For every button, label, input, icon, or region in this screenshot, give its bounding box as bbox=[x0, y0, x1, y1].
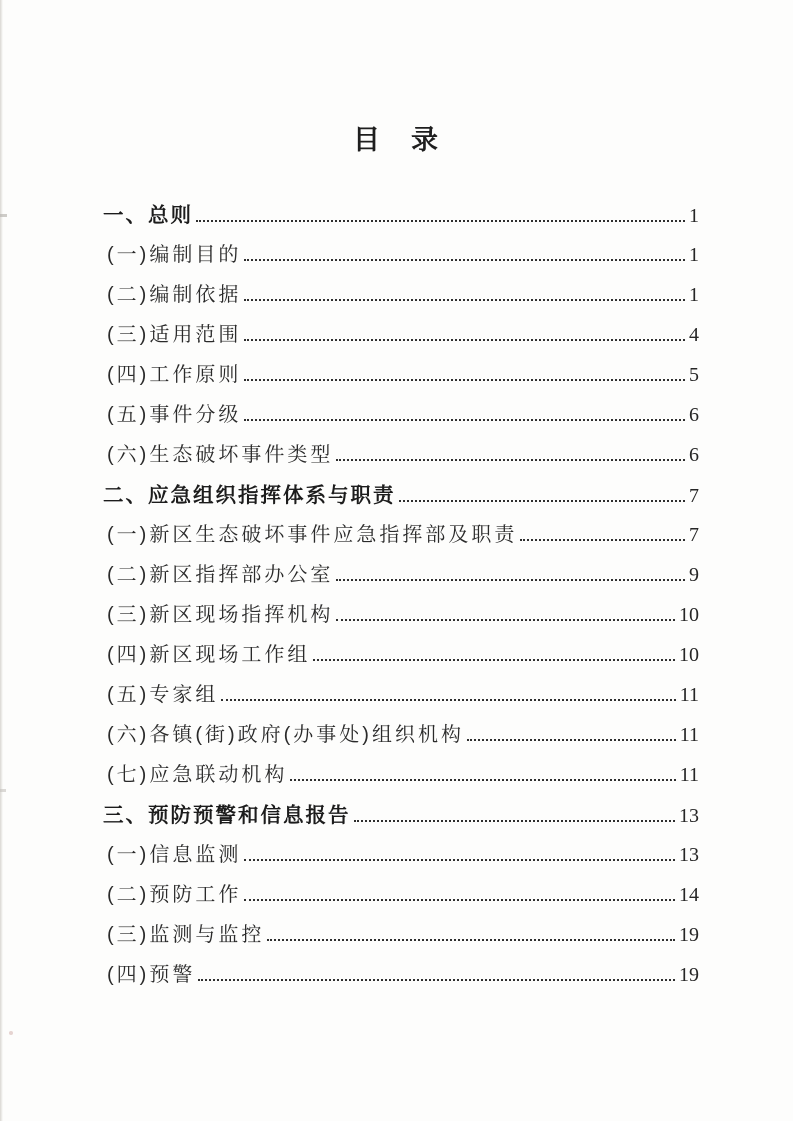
toc-entry bbox=[103, 558, 699, 598]
toc-entry-label: (二)新区指挥部办公室 bbox=[107, 564, 334, 586]
toc-entry-label: (七)应急联动机构 bbox=[107, 764, 288, 786]
dot-leader bbox=[244, 259, 685, 261]
dot-leader bbox=[520, 539, 685, 541]
dot-leader bbox=[267, 939, 675, 941]
toc-entry-label: (一)编制目的 bbox=[107, 244, 242, 266]
dot-leader bbox=[244, 859, 675, 861]
scan-artifact-mark bbox=[0, 214, 7, 217]
dot-leader bbox=[244, 379, 685, 381]
toc-entry bbox=[103, 318, 699, 358]
dot-leader bbox=[467, 739, 676, 741]
toc-entry-page: 19 bbox=[679, 924, 699, 946]
dot-leader bbox=[198, 979, 675, 981]
table-of-contents bbox=[103, 198, 699, 998]
toc-entry-page: 1 bbox=[689, 284, 699, 306]
toc-entry-page: 11 bbox=[679, 724, 699, 746]
dot-leader bbox=[399, 500, 686, 502]
toc-entry-label: (五)事件分级 bbox=[107, 404, 242, 426]
toc-entry bbox=[103, 438, 699, 478]
toc-entry-label: (三)监测与监控 bbox=[107, 924, 265, 946]
toc-entry-label: 二、应急组织指挥体系与职责 bbox=[103, 484, 396, 507]
toc-entry-label: (二)预防工作 bbox=[107, 884, 242, 906]
toc-entry-page: 11 bbox=[679, 684, 699, 706]
toc-entry-page: 11 bbox=[679, 764, 699, 786]
toc-entry bbox=[103, 478, 699, 518]
toc-entry bbox=[103, 638, 699, 678]
dot-leader bbox=[354, 820, 676, 822]
toc-entry-page: 6 bbox=[689, 444, 699, 466]
toc-entry-page: 9 bbox=[689, 564, 699, 586]
toc-entry-label: 一、总则 bbox=[103, 204, 193, 227]
dot-leader bbox=[196, 220, 685, 222]
toc-entry bbox=[103, 958, 699, 998]
dot-leader bbox=[290, 779, 675, 781]
toc-entry bbox=[103, 878, 699, 918]
toc-entry-label: (三)适用范围 bbox=[107, 324, 242, 346]
toc-entry-page: 10 bbox=[679, 644, 699, 666]
toc-entry bbox=[103, 758, 699, 798]
toc-entry-page: 5 bbox=[689, 364, 699, 386]
toc-entry-page: 1 bbox=[689, 244, 699, 266]
toc-entry-label: (六)生态破坏事件类型 bbox=[107, 444, 334, 466]
toc-entry-label: (一)新区生态破坏事件应急指挥部及职责 bbox=[107, 524, 518, 546]
dot-leader bbox=[221, 699, 675, 701]
toc-entry-label: (一)信息监测 bbox=[107, 844, 242, 866]
toc-entry bbox=[103, 358, 699, 398]
toc-title: 目 录 bbox=[353, 125, 440, 155]
toc-entry-page: 4 bbox=[689, 324, 699, 346]
scan-artifact-mark bbox=[0, 789, 6, 792]
dot-leader bbox=[244, 299, 685, 301]
toc-entry bbox=[103, 518, 699, 558]
dot-leader bbox=[244, 899, 675, 901]
dot-leader bbox=[244, 419, 685, 421]
dot-leader bbox=[244, 339, 685, 341]
toc-entry-page: 7 bbox=[689, 524, 699, 546]
dot-leader bbox=[313, 659, 675, 661]
toc-entry-page: 6 bbox=[689, 404, 699, 426]
page-scan-edge bbox=[0, 0, 3, 1121]
toc-entry bbox=[103, 278, 699, 318]
dot-leader bbox=[336, 619, 675, 621]
toc-entry-label: (四)预警 bbox=[107, 964, 196, 986]
dot-leader bbox=[336, 579, 685, 581]
toc-entry bbox=[103, 918, 699, 958]
toc-entry-page: 7 bbox=[689, 485, 699, 507]
toc-entry-label: 三、预防预警和信息报告 bbox=[103, 804, 351, 827]
toc-entry-label: (六)各镇(街)政府(办事处)组织机构 bbox=[107, 724, 464, 746]
toc-entry-label: (五)专家组 bbox=[107, 684, 219, 706]
toc-entry-page: 10 bbox=[679, 604, 699, 626]
toc-entry-label: (四)新区现场工作组 bbox=[107, 644, 311, 666]
toc-entry bbox=[103, 238, 699, 278]
toc-entry-label: (三)新区现场指挥机构 bbox=[107, 604, 334, 626]
toc-entry bbox=[103, 838, 699, 878]
toc-entry-page: 19 bbox=[679, 964, 699, 986]
toc-entry-label: (四)工作原则 bbox=[107, 364, 242, 386]
toc-entry bbox=[103, 598, 699, 638]
toc-entry-page: 1 bbox=[689, 205, 699, 227]
toc-entry-label: (二)编制依据 bbox=[107, 284, 242, 306]
toc-entry bbox=[103, 798, 699, 838]
toc-entry bbox=[103, 718, 699, 758]
toc-entry bbox=[103, 198, 699, 238]
dot-leader bbox=[336, 459, 685, 461]
toc-entry-page: 13 bbox=[679, 805, 699, 827]
toc-entry-page: 14 bbox=[679, 884, 699, 906]
toc-entry-page: 13 bbox=[679, 844, 699, 866]
toc-entry bbox=[103, 398, 699, 438]
scan-artifact-dot bbox=[9, 1031, 13, 1035]
toc-entry bbox=[103, 678, 699, 718]
